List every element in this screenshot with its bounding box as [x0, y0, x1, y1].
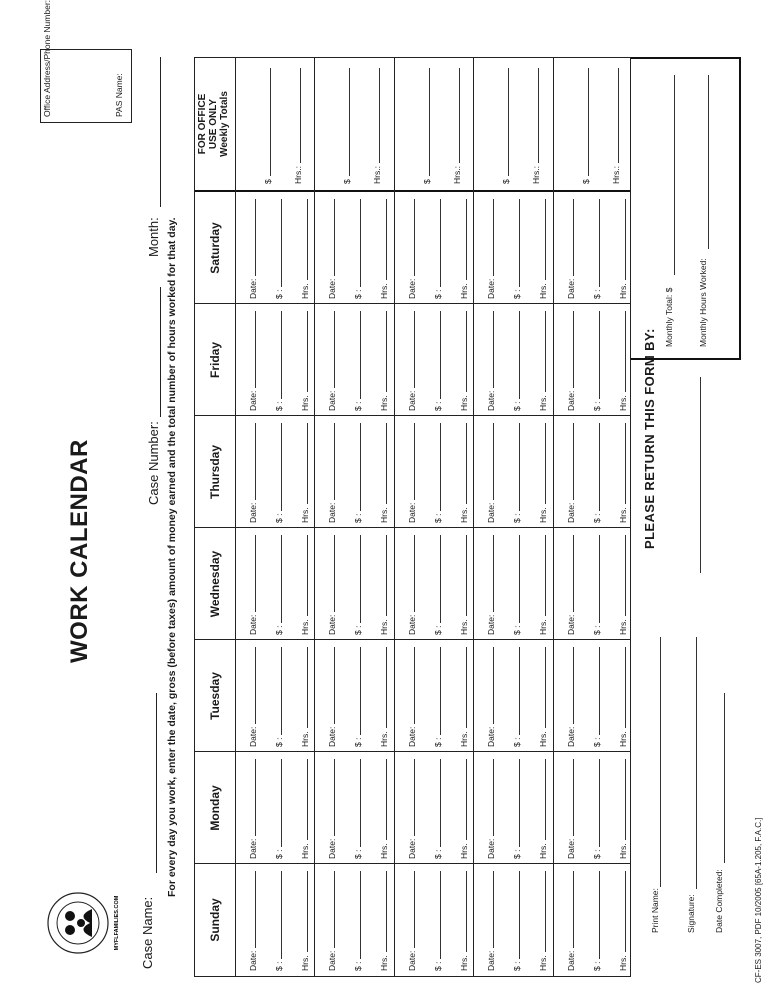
day-header-friday: Friday: [208, 342, 222, 379]
day-cell: [391, 647, 469, 747]
signature-field[interactable]: [696, 637, 697, 889]
hours-field[interactable]: Hrs.: [602, 871, 628, 971]
hours-field[interactable]: Hrs.: [284, 423, 310, 523]
day-cell: [232, 871, 310, 971]
weekly-total-cell: [322, 68, 382, 184]
hours-field[interactable]: Hrs.: [363, 199, 389, 299]
amount-field[interactable]: $ :: [496, 199, 522, 299]
date-field[interactable]: Date:: [470, 311, 496, 411]
hours-field[interactable]: Hrs.: [602, 647, 628, 747]
column-divider: [195, 527, 630, 528]
hours-field[interactable]: Hrs.: [284, 199, 310, 299]
amount-field[interactable]: $ :: [258, 647, 284, 747]
logo-url: MYFLFAMILIES.COM: [114, 895, 120, 951]
hours-field[interactable]: Hrs.: [602, 759, 628, 859]
print-name-field[interactable]: [660, 637, 661, 887]
date-field[interactable]: Date:: [232, 647, 258, 747]
date-field[interactable]: Date:: [470, 647, 496, 747]
hours-field[interactable]: Hrs.: [522, 199, 548, 299]
day-cell: [470, 759, 548, 859]
hours-field[interactable]: Hrs.: [363, 759, 389, 859]
hours-field[interactable]: Hrs.: [522, 423, 548, 523]
day-cell: [470, 871, 548, 971]
hours-field[interactable]: Hrs.: [363, 535, 389, 635]
amount-field[interactable]: $ :: [496, 871, 522, 971]
amount-field[interactable]: $ :: [337, 199, 363, 299]
amount-field[interactable]: $ :: [337, 871, 363, 971]
hours-field[interactable]: Hrs.: [284, 871, 310, 971]
date-field[interactable]: Date:: [391, 759, 417, 859]
hours-field[interactable]: Hrs.: [602, 311, 628, 411]
hours-field[interactable]: Hrs.: [522, 535, 548, 635]
date-field[interactable]: Date:: [232, 311, 258, 411]
amount-field[interactable]: $ :: [576, 647, 602, 747]
weekly-amount-field[interactable]: $: [481, 68, 511, 184]
hours-field[interactable]: Hrs.: [522, 647, 548, 747]
amount-field[interactable]: $ :: [496, 535, 522, 635]
amount-field[interactable]: $ :: [417, 759, 443, 859]
hours-field[interactable]: Hrs.: [363, 647, 389, 747]
page-title: WORK CALENDAR: [66, 439, 93, 663]
date-field[interactable]: Date:: [311, 535, 337, 635]
amount-field[interactable]: $ :: [258, 759, 284, 859]
day-cell: [311, 759, 389, 859]
hours-field[interactable]: Hrs.: [363, 423, 389, 523]
amount-field[interactable]: $ :: [337, 647, 363, 747]
signature-label: Signature:: [686, 894, 696, 933]
day-cell: [470, 647, 548, 747]
case-number-field[interactable]: [160, 287, 161, 417]
day-header-wednesday: Wednesday: [208, 550, 222, 618]
amount-field[interactable]: $ :: [258, 871, 284, 971]
hours-field[interactable]: Hrs.: [602, 535, 628, 635]
amount-field[interactable]: $ :: [496, 647, 522, 747]
case-name-label: Case Name:: [140, 896, 155, 969]
date-completed-label: Date Completed:: [714, 869, 724, 933]
amount-field[interactable]: $ :: [258, 199, 284, 299]
day-cell: [311, 647, 389, 747]
date-field[interactable]: Date:: [470, 759, 496, 859]
hours-field[interactable]: Hrs.: [284, 535, 310, 635]
date-field[interactable]: Date:: [311, 871, 337, 971]
hours-field[interactable]: Hrs.: [284, 311, 310, 411]
amount-field[interactable]: $ :: [496, 423, 522, 523]
amount-field[interactable]: $ :: [258, 423, 284, 523]
day-cell: [550, 871, 628, 971]
print-name-label: Print Name:: [650, 888, 660, 933]
weekly-total-cell: [402, 68, 462, 184]
column-divider: [195, 863, 630, 864]
date-field[interactable]: Date:: [391, 423, 417, 523]
date-field[interactable]: Date:: [470, 199, 496, 299]
day-cell: [232, 535, 310, 635]
amount-field[interactable]: $ :: [337, 311, 363, 411]
day-cell: [391, 199, 469, 299]
date-field[interactable]: Date:: [391, 311, 417, 411]
day-cell: [470, 311, 548, 411]
amount-field[interactable]: $ :: [576, 871, 602, 971]
day-cell: [311, 311, 389, 411]
weekly-hours-field[interactable]: Hrs.:: [511, 68, 541, 184]
weekly-amount-field[interactable]: $: [561, 68, 591, 184]
day-cell: [311, 199, 389, 299]
weekly-amount-field[interactable]: $: [243, 68, 273, 184]
amount-field[interactable]: $ :: [576, 199, 602, 299]
date-field[interactable]: Date:: [232, 423, 258, 523]
date-field[interactable]: Date:: [311, 423, 337, 523]
day-cell: [550, 647, 628, 747]
amount-field[interactable]: $ :: [337, 423, 363, 523]
amount-field[interactable]: $ :: [258, 311, 284, 411]
hours-field[interactable]: Hrs.: [443, 647, 469, 747]
day-cell: [391, 311, 469, 411]
date-field[interactable]: Date:: [470, 423, 496, 523]
hours-field[interactable]: Hrs.: [443, 759, 469, 859]
amount-field[interactable]: $ :: [576, 311, 602, 411]
day-cell: [470, 423, 548, 523]
amount-field[interactable]: $ :: [417, 311, 443, 411]
hours-field[interactable]: Hrs.: [443, 871, 469, 971]
hours-field[interactable]: Hrs.: [284, 759, 310, 859]
column-divider: [195, 303, 630, 304]
day-cell: [550, 199, 628, 299]
hours-field[interactable]: Hrs.: [522, 311, 548, 411]
weekly-amount-field[interactable]: $: [402, 68, 432, 184]
instructions: For every day you work, enter the date, gross (before taxes) amount of money earned and the total number of hours worked for that day.: [166, 217, 178, 897]
date-field[interactable]: Date:: [550, 199, 576, 299]
date-field[interactable]: Date:: [232, 199, 258, 299]
hours-field[interactable]: Hrs.: [284, 647, 310, 747]
day-cell: [470, 535, 548, 635]
monthly-hours-label: Monthly Hours Worked:: [698, 258, 708, 347]
day-cell: [550, 535, 628, 635]
dcf-logo: [40, 883, 120, 963]
amount-field[interactable]: $ :: [576, 423, 602, 523]
weekly-total-cell: [243, 68, 303, 184]
day-cell: [391, 535, 469, 635]
date-field[interactable]: Date:: [550, 871, 576, 971]
amount-field[interactable]: $ :: [496, 311, 522, 411]
month-field[interactable]: [160, 57, 161, 207]
date-field[interactable]: Date:: [311, 759, 337, 859]
monthly-hours-field[interactable]: [708, 75, 709, 249]
amount-field[interactable]: $ :: [576, 535, 602, 635]
month-label: Month:: [146, 217, 161, 257]
day-cell: [550, 759, 628, 859]
date-field[interactable]: Date:: [550, 535, 576, 635]
weekly-hours-field[interactable]: Hrs.:: [591, 68, 621, 184]
day-cell: [232, 311, 310, 411]
date-field[interactable]: Date:: [391, 871, 417, 971]
date-completed-field[interactable]: [724, 693, 725, 863]
date-field[interactable]: Date:: [391, 647, 417, 747]
column-divider: [195, 751, 630, 752]
day-header-thursday: Thursday: [208, 445, 222, 500]
day-cell: [311, 535, 389, 635]
case-name-field[interactable]: [156, 693, 157, 873]
day-cell: [232, 759, 310, 859]
amount-field[interactable]: $ :: [576, 759, 602, 859]
weekly-total-cell: [561, 68, 621, 184]
day-cell: [550, 423, 628, 523]
date-field[interactable]: Date:: [232, 871, 258, 971]
day-cell: [470, 199, 548, 299]
hours-field[interactable]: Hrs.: [602, 423, 628, 523]
calendar-grid: [194, 57, 631, 977]
office-column-divider: [195, 190, 630, 192]
weekly-hours-field[interactable]: Hrs.:: [273, 68, 303, 184]
hours-field[interactable]: Hrs.: [363, 871, 389, 971]
date-field[interactable]: Date:: [311, 199, 337, 299]
hours-field[interactable]: Hrs.: [443, 423, 469, 523]
day-header-tuesday: Tuesday: [208, 672, 222, 720]
date-field[interactable]: Date:: [550, 423, 576, 523]
office-address-label: Office Address/Phone Number:: [42, 0, 52, 117]
day-cell: [232, 199, 310, 299]
date-field[interactable]: Date:: [232, 759, 258, 859]
date-field[interactable]: Date:: [391, 199, 417, 299]
date-field[interactable]: Date:: [550, 311, 576, 411]
date-field[interactable]: Date:: [311, 311, 337, 411]
return-by-date-field[interactable]: [700, 377, 701, 573]
office-use-header: FOR OFFICE USE ONLY Weekly Totals: [197, 91, 230, 157]
weekly-hours-field[interactable]: Hrs.:: [432, 68, 462, 184]
date-field[interactable]: Date:: [470, 871, 496, 971]
amount-field[interactable]: $ :: [337, 535, 363, 635]
amount-field[interactable]: $ :: [417, 647, 443, 747]
day-cell: [232, 423, 310, 523]
pas-name-label: PAS Name:: [114, 73, 124, 117]
hours-field[interactable]: Hrs.: [522, 759, 548, 859]
weekly-total-cell: [481, 68, 541, 184]
amount-field[interactable]: $ :: [417, 199, 443, 299]
hours-field[interactable]: Hrs.: [522, 871, 548, 971]
weekly-amount-field[interactable]: $: [322, 68, 352, 184]
monthly-totals-box: [631, 57, 741, 360]
day-cell: [311, 871, 389, 971]
day-cell: [550, 311, 628, 411]
column-divider: [195, 639, 630, 640]
hours-field[interactable]: Hrs.: [443, 535, 469, 635]
day-cell: [391, 759, 469, 859]
amount-field[interactable]: $ :: [496, 759, 522, 859]
column-divider: [195, 415, 630, 416]
date-field[interactable]: Date:: [391, 535, 417, 635]
amount-field[interactable]: $ :: [417, 535, 443, 635]
weekly-hours-field[interactable]: Hrs.:: [352, 68, 382, 184]
day-header-saturday: Saturday: [208, 222, 222, 274]
date-field[interactable]: Date:: [550, 759, 576, 859]
day-cell: [391, 423, 469, 523]
amount-field[interactable]: $ :: [258, 535, 284, 635]
form-id: CF-ES 3007, PDF 10/2005 [65A-1.205, F.A.C.]: [754, 817, 763, 983]
hours-field[interactable]: Hrs.: [443, 311, 469, 411]
amount-field[interactable]: $ :: [417, 871, 443, 971]
date-field[interactable]: Date:: [470, 535, 496, 635]
date-field[interactable]: Date:: [232, 535, 258, 635]
hours-field[interactable]: Hrs.: [602, 199, 628, 299]
monthly-total-field[interactable]: [674, 75, 675, 275]
day-cell: [311, 423, 389, 523]
day-cell: [232, 647, 310, 747]
day-cell: [391, 871, 469, 971]
hours-field[interactable]: Hrs.: [363, 311, 389, 411]
day-header-monday: Monday: [208, 785, 222, 831]
date-field[interactable]: Date:: [311, 647, 337, 747]
amount-field[interactable]: $ :: [417, 423, 443, 523]
amount-field[interactable]: $ :: [337, 759, 363, 859]
case-number-label: Case Number:: [146, 421, 161, 505]
date-field[interactable]: Date:: [550, 647, 576, 747]
return-by-title: PLEASE RETURN THIS FORM BY:: [642, 328, 657, 549]
day-header-sunday: Sunday: [208, 898, 222, 942]
hours-field[interactable]: Hrs.: [443, 199, 469, 299]
monthly-total-label: Monthly Total: $: [664, 287, 674, 347]
